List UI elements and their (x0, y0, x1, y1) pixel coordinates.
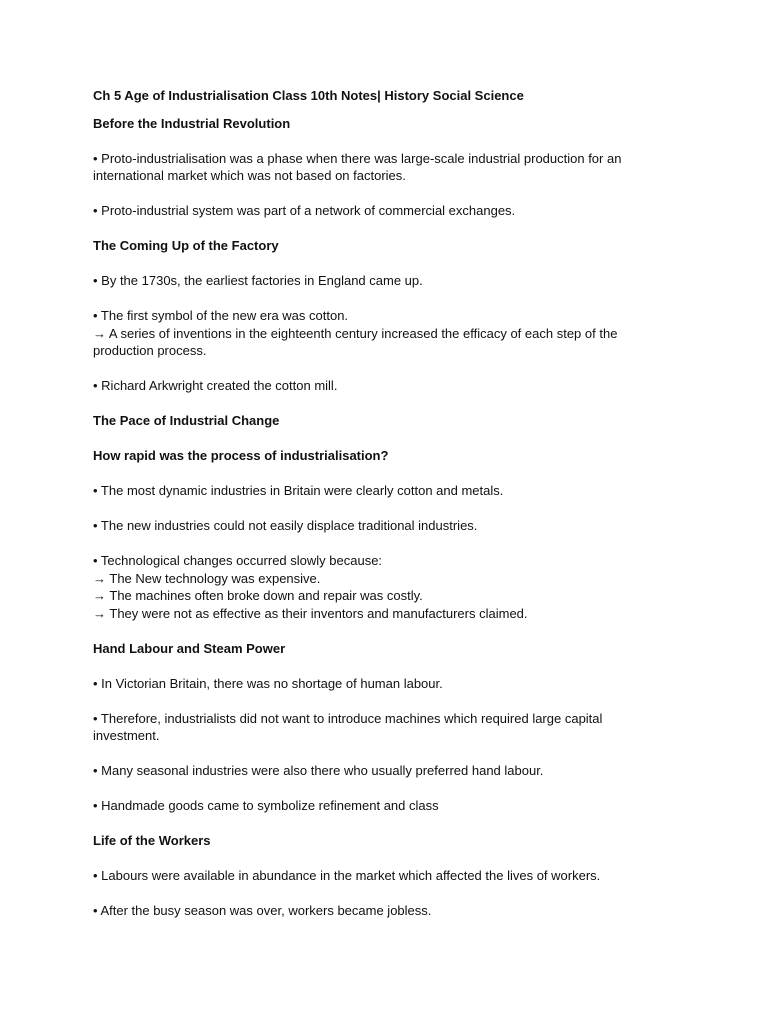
paragraph-line: • The most dynamic industries in Britain were clearly cotton and metals. (93, 483, 504, 498)
section-heading: Before the Industrial Revolution (93, 115, 291, 131)
paragraph-line: • Therefore, industrialists did not want to introduce machines which required large capital investment. (93, 710, 603, 743)
bullet-paragraph (93, 517, 653, 535)
bullet-paragraph (93, 710, 653, 745)
paragraph-line: • The new industries could not easily displace traditional industries. (93, 518, 478, 533)
arrow-line: → The New technology was expensive. (93, 570, 321, 586)
document-title: Ch 5 Age of Industrialisation Class 10th Notes| History Social Science (93, 88, 524, 103)
paragraph-line: • In Victorian Britain, there was no shortage of human labour. (93, 675, 443, 691)
paragraph-line: • Many seasonal industries were also there who usually preferred hand labour. (93, 763, 544, 778)
bullet-paragraph (93, 272, 653, 290)
section-heading: Life of the Workers (93, 833, 211, 848)
section-heading: The Pace of Industrial Change (93, 413, 280, 428)
bullet-paragraph (93, 762, 653, 780)
bullet-paragraph (93, 675, 653, 693)
arrow-line: → A series of inventions in the eighteenth century increased the efficacy of each step of the production process. (93, 325, 618, 358)
bullet-paragraph (93, 797, 653, 815)
paragraph-line: • Proto-industrialisation was a phase when there was large-scale industrial production for an international market which was not based on factories. (93, 150, 622, 183)
section-heading: The Coming Up of the Factory (93, 238, 279, 253)
section-subheading: How rapid was the process of industrialisation? (93, 448, 389, 463)
document-page (93, 87, 653, 920)
bullet-paragraph (93, 867, 653, 885)
bullet-paragraph (93, 202, 653, 220)
arrow-line: → They were not as effective as their inventors and manufacturers claimed. (93, 605, 528, 621)
paragraph-line: • The first symbol of the new era was cotton. (93, 308, 349, 323)
paragraph-line: • After the busy season was over, workers became jobless. (93, 903, 432, 918)
paragraph-line: • Technological changes occurred slowly because: (93, 553, 383, 568)
paragraph-line: • Labours were available in abundance in the market which affected the lives of workers. (93, 868, 601, 883)
bullet-paragraph (93, 307, 653, 360)
arrow-line: → The machines often broke down and repair was costly. (93, 588, 423, 603)
bullet-paragraph (93, 902, 653, 920)
bullet-paragraph (93, 150, 653, 185)
paragraph-line: • Proto-industrial system was part of a network of commercial exchanges. (93, 203, 516, 218)
bullet-paragraph (93, 377, 653, 395)
bullet-paragraph (93, 482, 653, 500)
paragraph-line: • Handmade goods came to symbolize refinement and class (93, 798, 439, 813)
paragraph-line: • By the 1730s, the earliest factories in England came up. (93, 273, 423, 288)
section-heading: Hand Labour and Steam Power (93, 640, 286, 656)
bullet-paragraph (93, 552, 653, 622)
paragraph-line: • Richard Arkwright created the cotton mill. (93, 378, 338, 393)
